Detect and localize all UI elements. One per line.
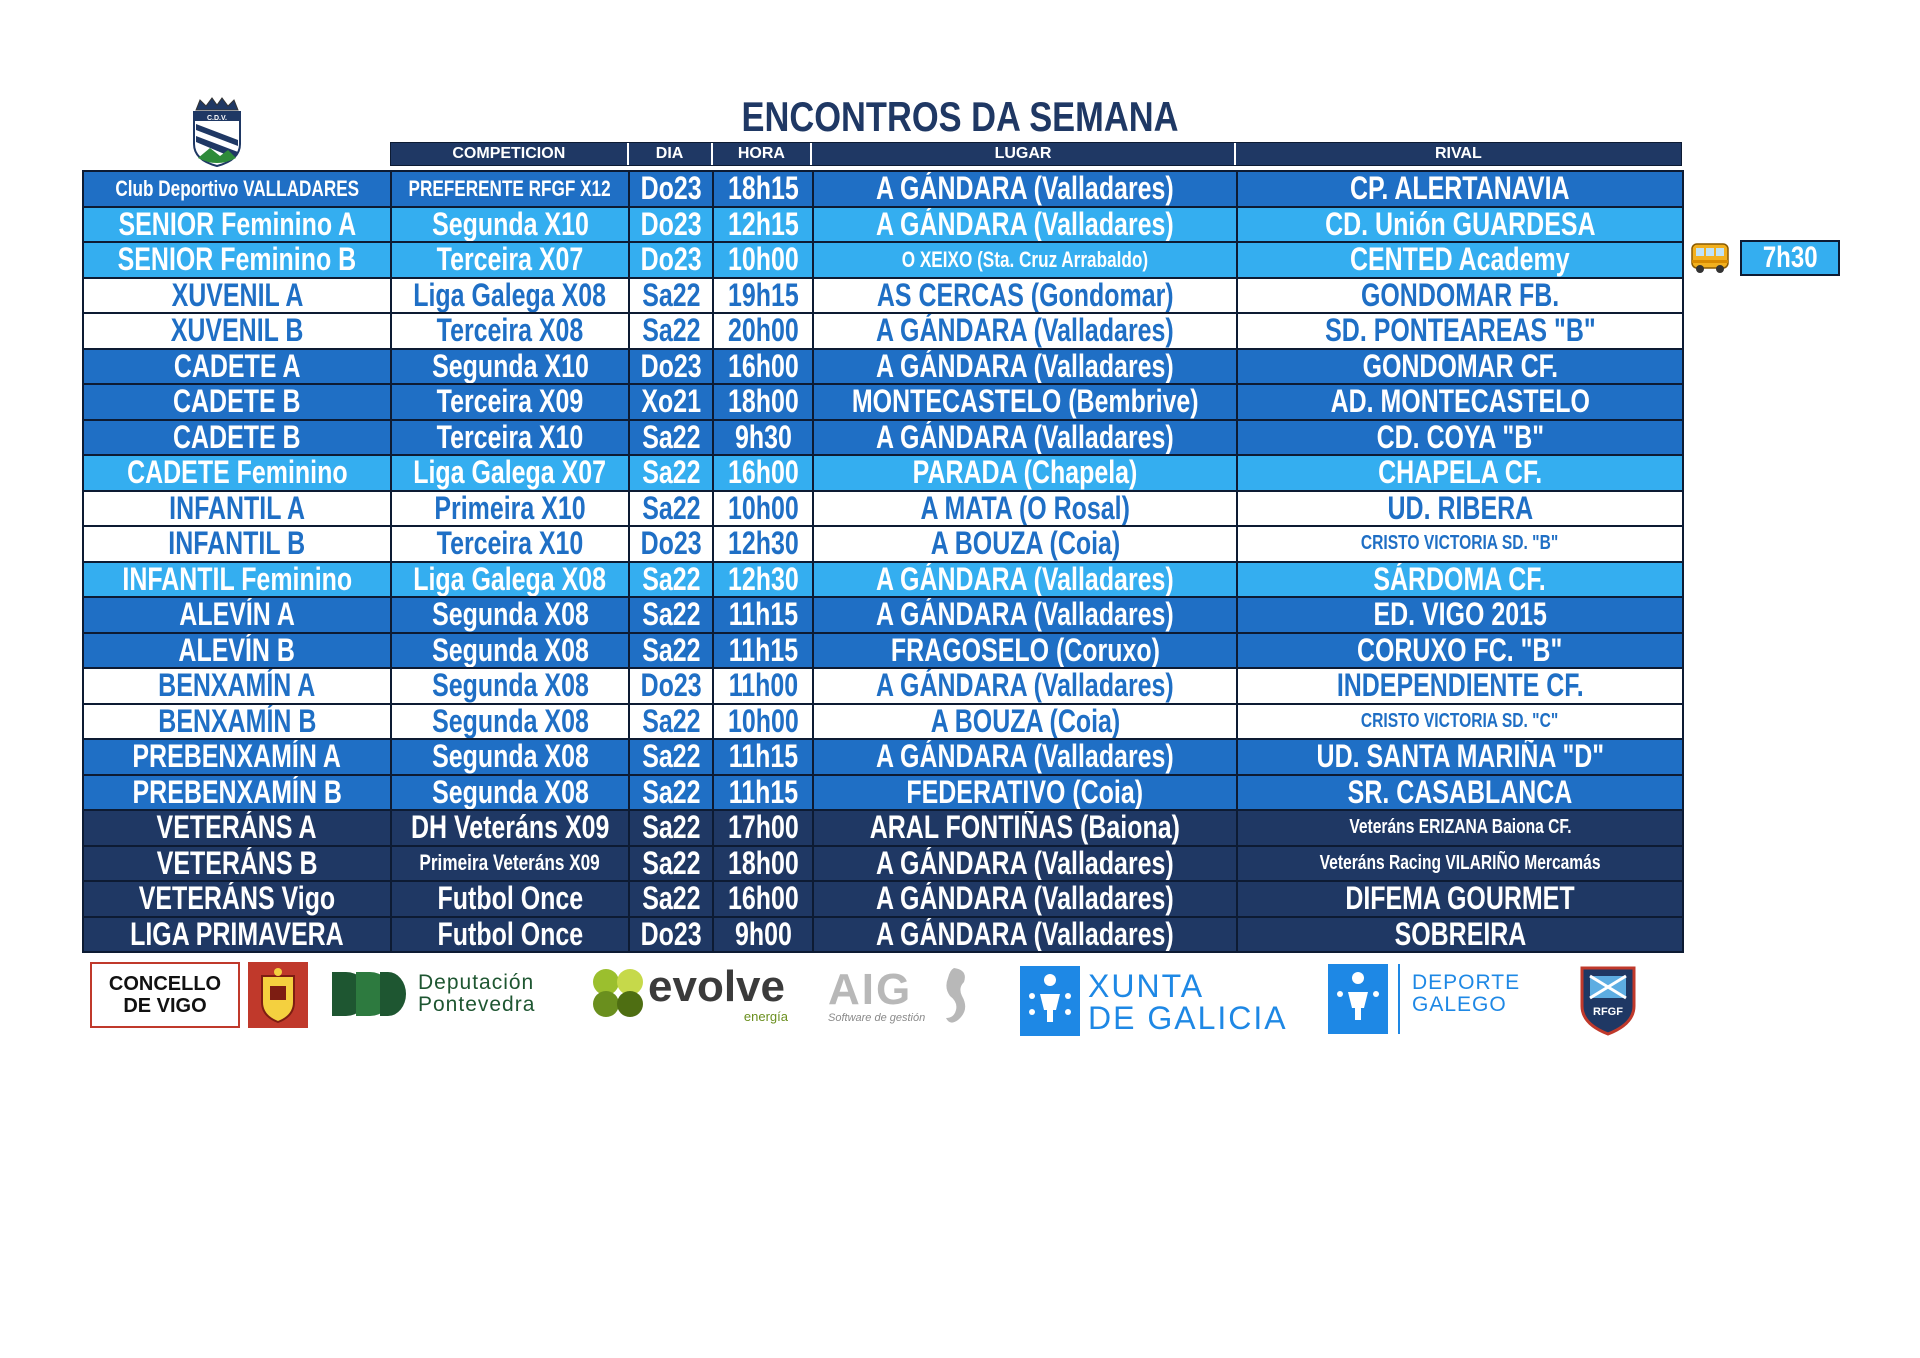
competition-cell: Primeira Veteráns X09: [392, 847, 630, 881]
competition-cell: Segunda X08: [392, 669, 630, 703]
team-cell: SENIOR Feminino B: [84, 243, 392, 277]
header-competicion: COMPETICION: [391, 143, 629, 165]
day-cell: Sa22: [630, 563, 714, 597]
time-cell: 16h00: [714, 456, 814, 490]
day-cell: Sa22: [630, 421, 714, 455]
seahorse-icon: [936, 964, 972, 1028]
matches-table: [82, 170, 1684, 882]
table-row: [84, 811, 1684, 847]
place-cell: MONTECASTELO (Bembrive): [814, 385, 1238, 419]
place-cell: FRAGOSELO (Coruxo): [814, 634, 1238, 668]
time-cell: 11h00: [714, 669, 814, 703]
rfgf-logo: RFGF: [1576, 962, 1640, 1036]
table-row: [84, 598, 1684, 634]
time-cell: 11h15: [714, 740, 814, 774]
team-cell: CADETE Feminino: [84, 456, 392, 490]
rival-cell: Veteráns ERIZANA Baiona CF.: [1238, 811, 1684, 845]
club-crest-logo: [190, 96, 244, 168]
rival-cell: Veteráns Racing VILARIÑO Mercamás: [1238, 847, 1684, 881]
team-cell: Club Deportivo VALLADARES: [84, 172, 392, 206]
time-cell: 11h15: [714, 634, 814, 668]
table-row: [84, 385, 1684, 421]
rival-cell: GONDOMAR FB.: [1238, 279, 1684, 313]
day-cell: Sa22: [630, 882, 714, 916]
team-cell: ALEVÍN B: [84, 634, 392, 668]
table-row: [84, 669, 1684, 705]
day-cell: Do23: [630, 350, 714, 384]
rival-cell: CORUXO FC. "B": [1238, 634, 1684, 668]
competition-cell: Segunda X08: [392, 705, 630, 739]
team-cell: PREBENXAMÍN B: [84, 776, 392, 810]
extra-matches-table: [82, 880, 1684, 953]
team-cell: INFANTIL Feminino: [84, 563, 392, 597]
place-cell: A GÁNDARA (Valladares): [814, 314, 1238, 348]
deputacion-pontevedra-icon: [328, 968, 408, 1020]
day-cell: Sa22: [630, 776, 714, 810]
competition-cell: Liga Galega X08: [392, 279, 630, 313]
day-cell: Do23: [630, 172, 714, 206]
rival-cell: SOBREIRA: [1238, 918, 1684, 952]
rival-cell: AD. MONTECASTELO: [1238, 385, 1684, 419]
day-cell: Sa22: [630, 279, 714, 313]
rival-cell: GONDOMAR CF.: [1238, 350, 1684, 384]
evolve-logo-text: evolve energía: [648, 962, 788, 1024]
day-cell: Sa22: [630, 492, 714, 526]
competition-cell: Primeira X10: [392, 492, 630, 526]
vigo-coat-of-arms-logo: [248, 962, 308, 1028]
header-dia: DIA: [629, 143, 713, 165]
competition-cell: Futbol Once: [392, 882, 630, 916]
time-cell: 19h15: [714, 279, 814, 313]
time-cell: 16h00: [714, 882, 814, 916]
day-cell: Sa22: [630, 598, 714, 632]
competition-cell: Segunda X10: [392, 208, 630, 242]
day-cell: Do23: [630, 669, 714, 703]
day-cell: Do23: [630, 527, 714, 561]
rival-cell: CRISTO VICTORIA SD. "C": [1238, 705, 1684, 739]
evolve-leaf-icon: [588, 966, 648, 1020]
rival-cell: CENTED Academy: [1238, 243, 1684, 277]
place-cell: A GÁNDARA (Valladares): [814, 669, 1238, 703]
table-row: [84, 918, 1684, 954]
xunta-galicia-text: XUNTA DE GALICIA: [1088, 968, 1288, 1036]
bus-departure-time: 7h30: [1740, 240, 1840, 276]
concello-de-vigo-logo: CONCELLO DE VIGO: [90, 962, 240, 1028]
table-row: [84, 776, 1684, 812]
time-cell: 18h00: [714, 847, 814, 881]
competition-cell: Segunda X08: [392, 598, 630, 632]
rival-cell: CD. Unión GUARDESA: [1238, 208, 1684, 242]
table-row: [84, 740, 1684, 776]
time-cell: 10h00: [714, 492, 814, 526]
rival-cell: INDEPENDIENTE CF.: [1238, 669, 1684, 703]
place-cell: O XEIXO (Sta. Cruz Arrabaldo): [814, 243, 1238, 277]
table-row: [84, 882, 1684, 918]
deporte-galego-text: DEPORTE GALEGO: [1412, 971, 1521, 1016]
table-row: [84, 456, 1684, 492]
rival-cell: ED. VIGO 2015: [1238, 598, 1684, 632]
deputacion-pontevedra-text: Deputación Pontevedra: [418, 971, 536, 1016]
place-cell: PARADA (Chapela): [814, 456, 1238, 490]
time-cell: 11h15: [714, 598, 814, 632]
competition-cell: PREFERENTE RFGF X12: [392, 172, 630, 206]
team-cell: BENXAMÍN B: [84, 705, 392, 739]
rival-cell: SD. PONTEAREAS "B": [1238, 314, 1684, 348]
place-cell: A GÁNDARA (Valladares): [814, 350, 1238, 384]
team-cell: VETERÁNS A: [84, 811, 392, 845]
day-cell: Sa22: [630, 811, 714, 845]
aig-logo: AIG Software de gestión: [828, 965, 926, 1024]
day-cell: Do23: [630, 243, 714, 277]
place-cell: A GÁNDARA (Valladares): [814, 882, 1238, 916]
place-cell: A MATA (O Rosal): [814, 492, 1238, 526]
place-cell: A GÁNDARA (Valladares): [814, 563, 1238, 597]
crest-text: C.D.V.: [207, 115, 227, 122]
place-cell: A GÁNDARA (Valladares): [814, 598, 1238, 632]
place-cell: A GÁNDARA (Valladares): [814, 740, 1238, 774]
day-cell: Sa22: [630, 847, 714, 881]
table-row: [84, 492, 1684, 528]
day-cell: Do23: [630, 208, 714, 242]
team-cell: XUVENIL A: [84, 279, 392, 313]
team-cell: ALEVÍN A: [84, 598, 392, 632]
table-row: [84, 172, 1684, 208]
time-cell: 12h30: [714, 527, 814, 561]
team-cell: XUVENIL B: [84, 314, 392, 348]
competition-cell: DH Veteráns X09: [392, 811, 630, 845]
table-header: [390, 142, 1682, 166]
competition-cell: Terceira X09: [392, 385, 630, 419]
team-cell: PREBENXAMÍN A: [84, 740, 392, 774]
competition-cell: Terceira X10: [392, 421, 630, 455]
place-cell: A GÁNDARA (Valladares): [814, 421, 1238, 455]
place-cell: A GÁNDARA (Valladares): [814, 172, 1238, 206]
table-row: [84, 563, 1684, 599]
place-cell: AS CERCAS (Gondomar): [814, 279, 1238, 313]
place-cell: A GÁNDARA (Valladares): [814, 847, 1238, 881]
rfgf-shield-icon: [1576, 962, 1640, 1036]
team-cell: VETERÁNS B: [84, 847, 392, 881]
time-cell: 11h15: [714, 776, 814, 810]
deporte-galego-emblem-icon: [1328, 964, 1388, 1034]
day-cell: Xo21: [630, 385, 714, 419]
competition-cell: Terceira X08: [392, 314, 630, 348]
competition-cell: Segunda X08: [392, 740, 630, 774]
rival-cell: CHAPELA CF.: [1238, 456, 1684, 490]
time-cell: 12h30: [714, 563, 814, 597]
team-cell: LIGA PRIMAVERA: [84, 918, 392, 952]
place-cell: A GÁNDARA (Valladares): [814, 918, 1238, 952]
competition-cell: Segunda X08: [392, 776, 630, 810]
rival-cell: SR. CASABLANCA: [1238, 776, 1684, 810]
rival-cell: SÁRDOMA CF.: [1238, 563, 1684, 597]
bus-icon: [1690, 240, 1730, 276]
day-cell: Sa22: [630, 705, 714, 739]
team-cell: CADETE B: [84, 421, 392, 455]
table-row: [84, 705, 1684, 741]
table-row: [84, 279, 1684, 315]
time-cell: 18h00: [714, 385, 814, 419]
competition-cell: Liga Galega X07: [392, 456, 630, 490]
table-row: [84, 243, 1684, 279]
place-cell: ARAL FONTIÑAS (Baiona): [814, 811, 1238, 845]
team-cell: SENIOR Feminino A: [84, 208, 392, 242]
day-cell: Do23: [630, 918, 714, 952]
team-cell: VETERÁNS Vigo: [84, 882, 392, 916]
competition-cell: Futbol Once: [392, 918, 630, 952]
time-cell: 18h15: [714, 172, 814, 206]
competition-cell: Terceira X10: [392, 527, 630, 561]
table-row: [84, 527, 1684, 563]
time-cell: 12h15: [714, 208, 814, 242]
day-cell: Sa22: [630, 740, 714, 774]
divider: [1398, 964, 1400, 1034]
time-cell: 10h00: [714, 705, 814, 739]
time-cell: 16h00: [714, 350, 814, 384]
time-cell: 17h00: [714, 811, 814, 845]
table-row: [84, 421, 1684, 457]
time-cell: 9h30: [714, 421, 814, 455]
place-cell: A BOUZA (Coia): [814, 527, 1238, 561]
table-row: [84, 314, 1684, 350]
header-lugar: LUGAR: [812, 143, 1235, 165]
team-cell: INFANTIL B: [84, 527, 392, 561]
time-cell: 20h00: [714, 314, 814, 348]
place-cell: FEDERATIVO (Coia): [814, 776, 1238, 810]
rival-cell: CD. COYA "B": [1238, 421, 1684, 455]
page-title: ENCONTROS DA SEMANA: [741, 93, 1179, 140]
time-cell: 9h00: [714, 918, 814, 952]
header-hora: HORA: [713, 143, 813, 165]
competition-cell: Segunda X10: [392, 350, 630, 384]
place-cell: A BOUZA (Coia): [814, 705, 1238, 739]
competition-cell: Segunda X08: [392, 634, 630, 668]
team-cell: CADETE B: [84, 385, 392, 419]
rival-cell: UD. RIBERA: [1238, 492, 1684, 526]
table-row: [84, 634, 1684, 670]
rival-cell: CRISTO VICTORIA SD. "B": [1238, 527, 1684, 561]
day-cell: Sa22: [630, 456, 714, 490]
team-cell: INFANTIL A: [84, 492, 392, 526]
time-cell: 10h00: [714, 243, 814, 277]
table-row: [84, 847, 1684, 883]
rival-cell: DIFEMA GOURMET: [1238, 882, 1684, 916]
rival-cell: CP. ALERTANAVIA: [1238, 172, 1684, 206]
competition-cell: Terceira X07: [392, 243, 630, 277]
team-cell: CADETE A: [84, 350, 392, 384]
day-cell: Sa22: [630, 634, 714, 668]
team-cell: BENXAMÍN A: [84, 669, 392, 703]
competition-cell: Liga Galega X08: [392, 563, 630, 597]
table-row: [84, 350, 1684, 386]
day-cell: Sa22: [630, 314, 714, 348]
header-rival: RIVAL: [1434, 145, 1482, 162]
xunta-galicia-emblem-icon: [1020, 966, 1080, 1036]
place-cell: A GÁNDARA (Valladares): [814, 208, 1238, 242]
sponsors-bar: [88, 960, 1648, 1060]
rival-cell: UD. SANTA MARIÑA "D": [1238, 740, 1684, 774]
table-row: [84, 208, 1684, 244]
